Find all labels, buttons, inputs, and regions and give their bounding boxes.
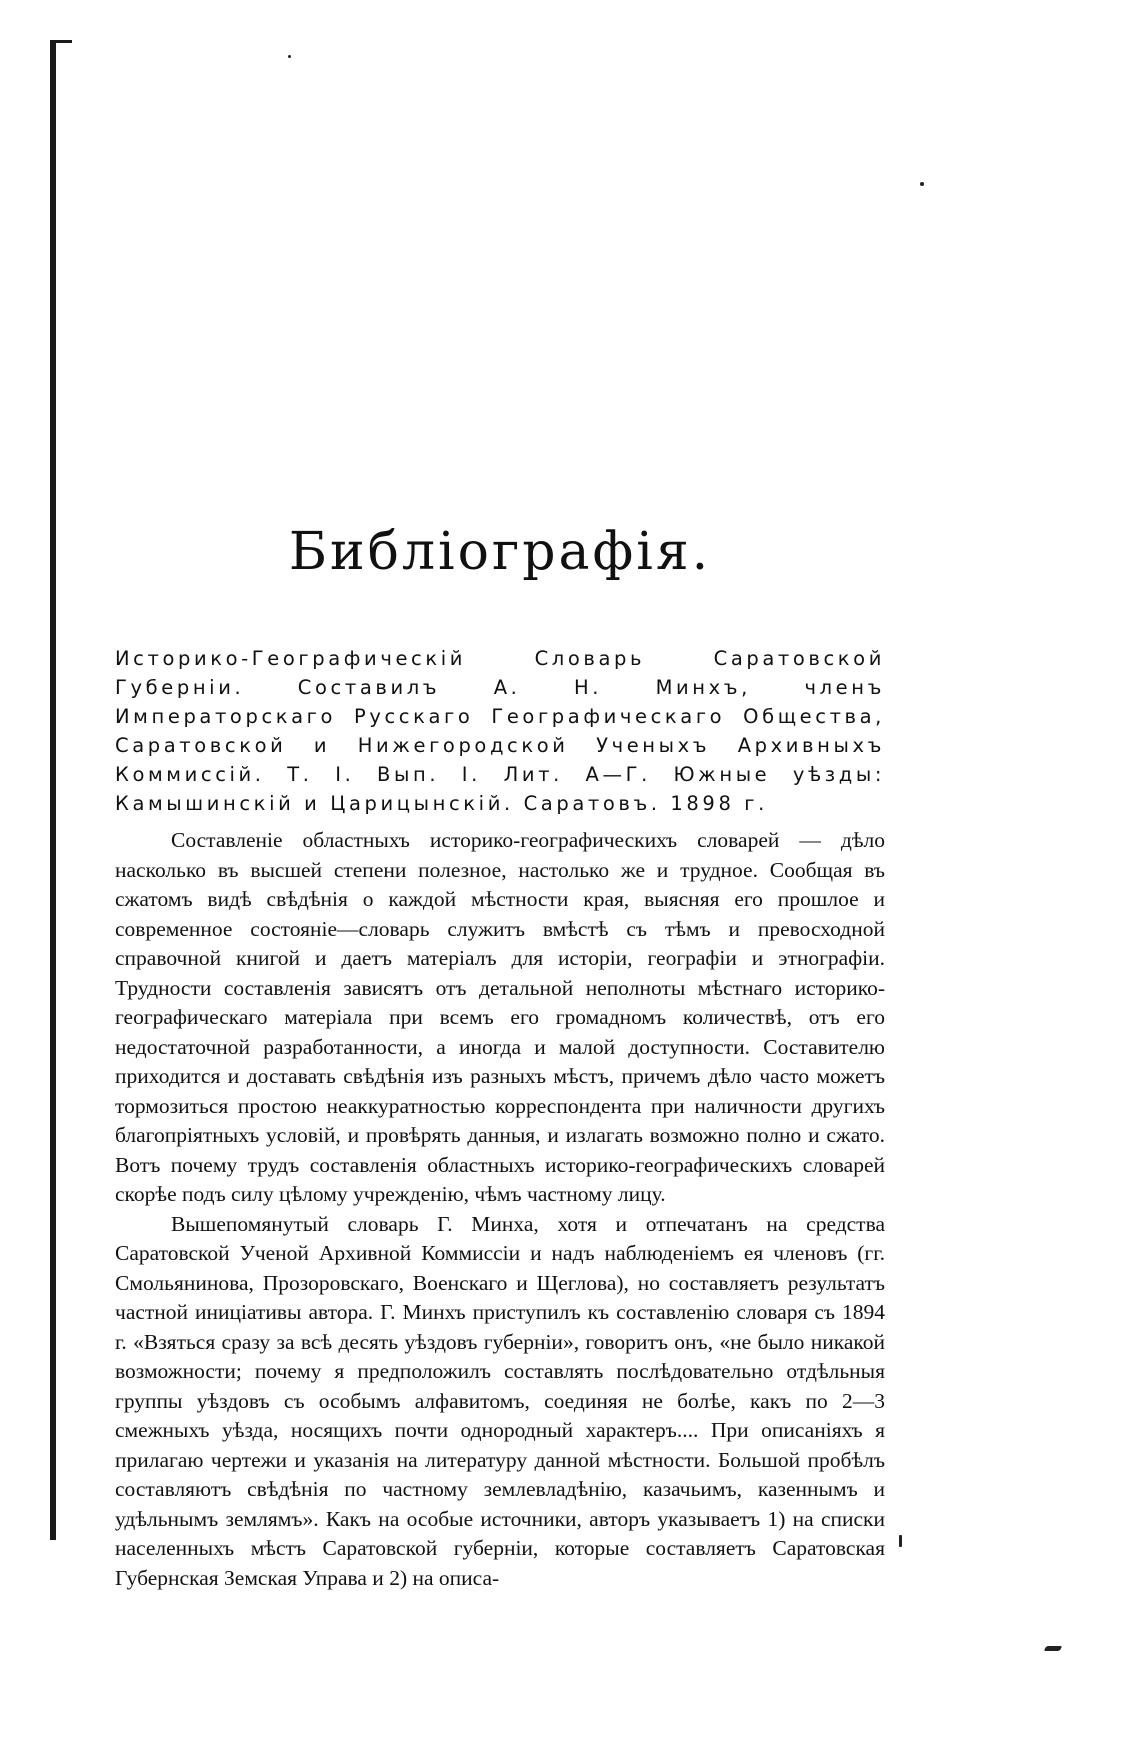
ink-speck	[899, 1535, 902, 1547]
ink-speck	[1044, 1646, 1063, 1651]
body-paragraph: Составленіе областныхъ историко-географическихъ словарей — дѣло насколько въ высшей степени полезное, настолько же и трудное. Сообщая въ сжатомъ видѣ свѣдѣнія о каждой мѣстности края, выясняя его прошлое и современное состояніе—словарь служитъ вмѣстѣ съ тѣмъ и превосходной справочной книгой и даетъ матеріалъ для исторіи, географіи и этнографіи. Трудности составленія зависятъ отъ детальной неполноты мѣстнаго историко-географическаго матеріала при всемъ его громадномъ количествѣ, отъ его недостаточной разработанности, а иногда и малой доступности. Составителю приходится и доставать свѣдѣнія изъ разныхъ мѣстъ, причемъ дѣло часто можетъ тормозиться простою неаккуратностью корреспондента при наличности другихъ благопріятныхъ условій, и провѣрять данныя, и излагать возможно полно и сжато. Вотъ почему трудъ составленія областныхъ историко-географическихъ словарей скорѣе подъ силу цѣлому учрежденію, чѣмъ частному лицу.	[115, 828, 885, 1206]
bibliographic-entry: Историко-Географическій Словарь Саратовской Губерніи. Составилъ А. Н. Минхъ, членъ Императорскаго Русскаго Географическаго Общества, Саратовской и Нижегородской Ученыхъ Архивныхъ Коммиссій. Т. I. Вып. I. Лит. А—Г. Южные уѣзды: Камышинскій и Царицынскій. Саратовъ. 1898 г.	[115, 647, 885, 815]
page-content	[115, 520, 885, 1593]
body-paragraph: Вышепомянутый словарь Г. Минха, хотя и отпечатанъ на средства Саратовской Ученой Архивной Коммиссіи и надъ наблюденіемъ ея членовъ (гг. Смольянинова, Прозоровскаго, Военскаго и Щеглова), но составляетъ результатъ частной иниціативы автора. Г. Минхъ приступилъ къ составленію словаря съ 1894 г. «Взяться сразу за всѣ десять уѣздовъ губерніи», говоритъ онъ, «не было никакой возможности; почему я предположилъ составлять послѣдовательно отдѣльныя группы уѣздовъ съ особымъ алфавитомъ, соединяя не болѣе, какъ по 2—3 смежныхъ уѣзда, носящихъ почти однородный характеръ.... При описаніяхъ я прилагаю чертежи и указанія на литературу данной мѣстности. Большой пробѣлъ составляютъ свѣдѣнія по частному землевладѣнію, казачьимъ, казеннымъ и удѣльнымъ землямъ». Какъ на особые источники, авторъ указываетъ 1) на списки населенныхъ мѣстъ Саратовской губерніи, которые составляетъ Саратовская Губернская Земская Управа и 2) на описа-	[115, 1211, 885, 1590]
ink-speck	[288, 55, 291, 58]
section-title: Библіографія.	[288, 522, 712, 582]
ink-speck	[920, 182, 924, 186]
page-edge-shadow	[50, 40, 56, 1540]
page-edge-corner	[50, 40, 72, 43]
